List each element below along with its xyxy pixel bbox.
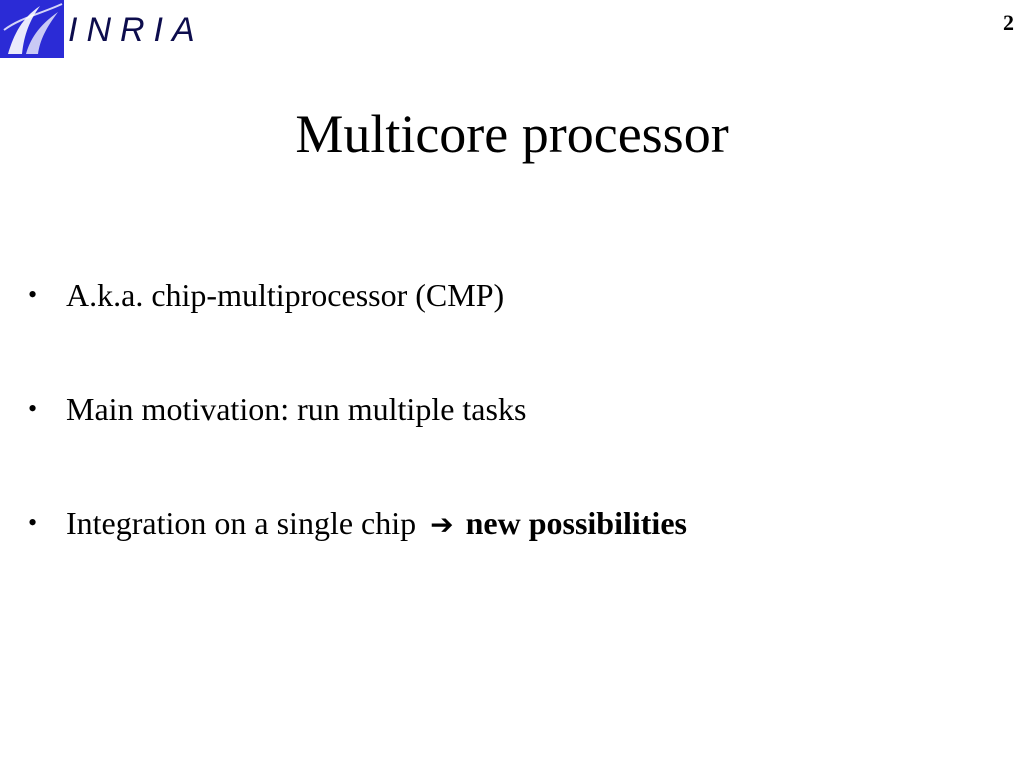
bullet-item: [28, 500, 988, 546]
bullet-marker: •: [28, 508, 38, 537]
bullet-marker: •: [28, 394, 38, 423]
inria-logo: [0, 0, 230, 60]
bullet-item: [28, 386, 988, 432]
bullet-marker: •: [28, 280, 38, 309]
inria-logo-icon: [0, 0, 64, 58]
slide-title: Multicore processor: [295, 104, 729, 164]
bullet-item: [28, 272, 988, 318]
logo-wordmark: INRIA: [68, 11, 204, 49]
bullet-text: A.k.a. chip-multiprocessor (CMP): [66, 277, 505, 313]
bullet-text: Main motivation: run multiple tasks: [66, 391, 527, 427]
slide-number: 2: [1003, 10, 1014, 35]
bullet-text: Integration on a single chip: [66, 505, 417, 541]
bullet-emphasis: new possibilities: [465, 505, 687, 541]
right-arrow-icon: ➔: [430, 508, 454, 541]
bullet-list: [28, 272, 988, 614]
